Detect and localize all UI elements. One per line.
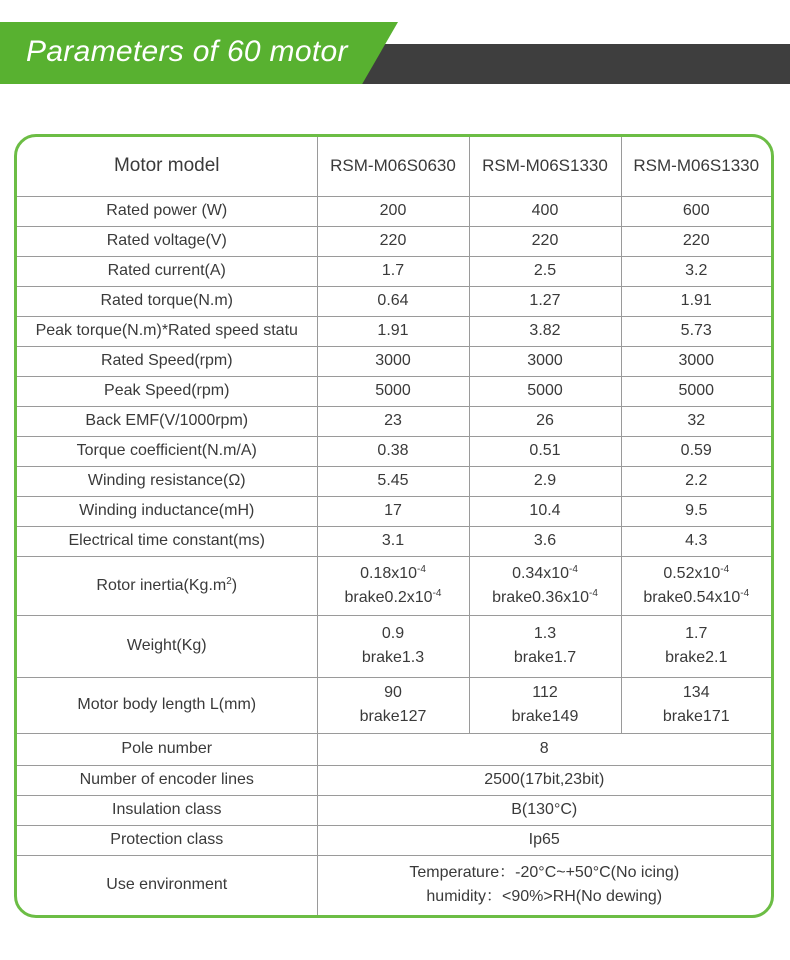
weight-value: 1.7 <box>685 625 708 642</box>
length-brake-value: brake171 <box>662 708 730 725</box>
row-value: 2.9 <box>469 466 621 496</box>
row-label <box>17 556 317 615</box>
row-value: 5.45 <box>317 466 469 496</box>
spec-row <box>17 226 771 256</box>
row-value: Ip65 <box>317 825 771 855</box>
row-value: 220 <box>317 226 469 256</box>
inertia-value: 0.34x10 <box>512 564 570 582</box>
row-value <box>621 615 771 677</box>
row-value: 5000 <box>469 376 621 406</box>
row-value <box>469 615 621 677</box>
exponent: -4 <box>417 563 426 575</box>
row-label: Winding resistance(Ω) <box>17 466 317 496</box>
row-label: Rated power (W) <box>17 196 317 226</box>
length-value: 90 <box>384 684 402 701</box>
row-value: 400 <box>469 196 621 226</box>
row-label: Pole number <box>17 733 317 765</box>
spec-row-protection <box>17 825 771 855</box>
row-value: 1.27 <box>469 286 621 316</box>
spec-row <box>17 376 771 406</box>
row-value: 2.2 <box>621 466 771 496</box>
weight-value: 1.3 <box>533 625 557 642</box>
row-value <box>621 556 771 615</box>
row-value: 3.82 <box>469 316 621 346</box>
weight-brake-value: brake2.1 <box>665 649 728 666</box>
row-value: 1.91 <box>621 286 771 316</box>
superscript: 2 <box>226 575 232 587</box>
row-label: Protection class <box>17 825 317 855</box>
row-value: 3.2 <box>621 256 771 286</box>
model-name: RSM-M06S1330 <box>621 137 771 196</box>
row-value: 3.6 <box>469 526 621 556</box>
spec-row-weight <box>17 615 771 677</box>
row-label: Weight(Kg) <box>17 615 317 677</box>
row-label: Torque coefficient(N.m/A) <box>17 436 317 466</box>
weight-value: 0.9 <box>381 625 405 642</box>
row-value: 0.59 <box>621 436 771 466</box>
model-name: RSM-M06S0630 <box>317 137 469 196</box>
length-value: 112 <box>532 684 558 701</box>
exponent: -4 <box>589 587 598 599</box>
row-value: 2.5 <box>469 256 621 286</box>
row-value: 4.3 <box>621 526 771 556</box>
inertia-brake-value: brake0.54x10 <box>643 588 741 606</box>
row-label: Number of encoder lines <box>17 765 317 795</box>
spec-row-pole <box>17 733 771 765</box>
exponent: -4 <box>569 563 578 575</box>
row-label: Winding inductance(mH) <box>17 496 317 526</box>
row-value: 1.7 <box>317 256 469 286</box>
page-title: Parameters of 60 motor <box>26 35 348 68</box>
row-value: 220 <box>469 226 621 256</box>
environment-temperature: Temperature：-20°C~+50°C(No icing) <box>409 864 680 882</box>
length-value: 134 <box>682 684 710 701</box>
spec-row <box>17 406 771 436</box>
weight-brake-value: brake1.7 <box>513 649 577 666</box>
length-brake-value: brake149 <box>511 708 579 725</box>
row-value: 0.64 <box>317 286 469 316</box>
row-value: 3000 <box>469 346 621 376</box>
spec-row-environment <box>17 855 771 915</box>
row-value: 0.51 <box>469 436 621 466</box>
spec-row <box>17 346 771 376</box>
exponent: -4 <box>432 587 442 599</box>
row-label: Back EMF(V/1000rpm) <box>17 406 317 436</box>
inertia-label-end: ) <box>231 576 238 594</box>
inertia-value: 0.52x10 <box>663 564 721 582</box>
row-value <box>469 556 621 615</box>
row-value: 200 <box>317 196 469 226</box>
spec-row-insulation <box>17 795 771 825</box>
spec-row <box>17 526 771 556</box>
row-value: 5.73 <box>621 316 771 346</box>
row-value: B(130°C) <box>317 795 771 825</box>
row-label: Rated Speed(rpm) <box>17 346 317 376</box>
spec-row <box>17 256 771 286</box>
row-value: 3.1 <box>317 526 469 556</box>
row-value: 5000 <box>317 376 469 406</box>
spec-row <box>17 436 771 466</box>
row-value: 8 <box>317 733 771 765</box>
row-label: Rated current(A) <box>17 256 317 286</box>
row-value: 3000 <box>317 346 469 376</box>
row-label: Use environment <box>17 855 317 915</box>
spec-row <box>17 286 771 316</box>
row-value: 3000 <box>621 346 771 376</box>
spec-row <box>17 316 771 346</box>
row-label: Rated voltage(V) <box>17 226 317 256</box>
row-value: 0.38 <box>317 436 469 466</box>
row-value <box>469 677 621 733</box>
row-value: 9.5 <box>621 496 771 526</box>
exponent: -4 <box>740 587 750 599</box>
row-value: 1.91 <box>317 316 469 346</box>
row-value <box>317 677 469 733</box>
row-label: Electrical time constant(ms) <box>17 526 317 556</box>
title-banner <box>0 22 790 84</box>
spec-row-length <box>17 677 771 733</box>
spec-table <box>17 137 771 915</box>
row-label: Peak Speed(rpm) <box>17 376 317 406</box>
weight-brake-value: brake1.3 <box>361 649 425 666</box>
row-label: Rated torque(N.m) <box>17 286 317 316</box>
row-value: 17 <box>317 496 469 526</box>
row-value: 10.4 <box>469 496 621 526</box>
spec-row-inertia <box>17 556 771 615</box>
row-label: Insulation class <box>17 795 317 825</box>
row-value: 2500(17bit,23bit) <box>317 765 771 795</box>
inertia-brake-value: brake0.2x10 <box>344 588 433 606</box>
row-label: Motor body length L(mm) <box>17 677 317 733</box>
row-value: 23 <box>317 406 469 436</box>
model-name: RSM-M06S1330 <box>469 137 621 196</box>
spec-row <box>17 466 771 496</box>
row-value <box>317 855 771 915</box>
inertia-brake-value: brake0.36x10 <box>492 588 590 606</box>
spec-table-frame <box>14 134 774 918</box>
header-label: Motor model <box>113 155 220 177</box>
exponent: -4 <box>720 563 730 575</box>
length-brake-value: brake127 <box>359 708 427 725</box>
row-value: 32 <box>621 406 771 436</box>
spec-row <box>17 496 771 526</box>
spec-row-encoder <box>17 765 771 795</box>
environment-humidity: humidity：<90%>RH(No dewing) <box>426 888 663 906</box>
row-value: 26 <box>469 406 621 436</box>
spec-row <box>17 196 771 226</box>
row-value <box>317 615 469 677</box>
row-value: 600 <box>621 196 771 226</box>
row-value <box>317 556 469 615</box>
row-value: 5000 <box>621 376 771 406</box>
row-value: 220 <box>621 226 771 256</box>
header-row <box>17 137 771 196</box>
row-label: Peak torque(N.m)*Rated speed statu <box>17 316 317 346</box>
row-value <box>621 677 771 733</box>
inertia-value: 0.18x10 <box>360 564 418 582</box>
inertia-label: Rotor inertia(Kg.m <box>96 576 227 594</box>
